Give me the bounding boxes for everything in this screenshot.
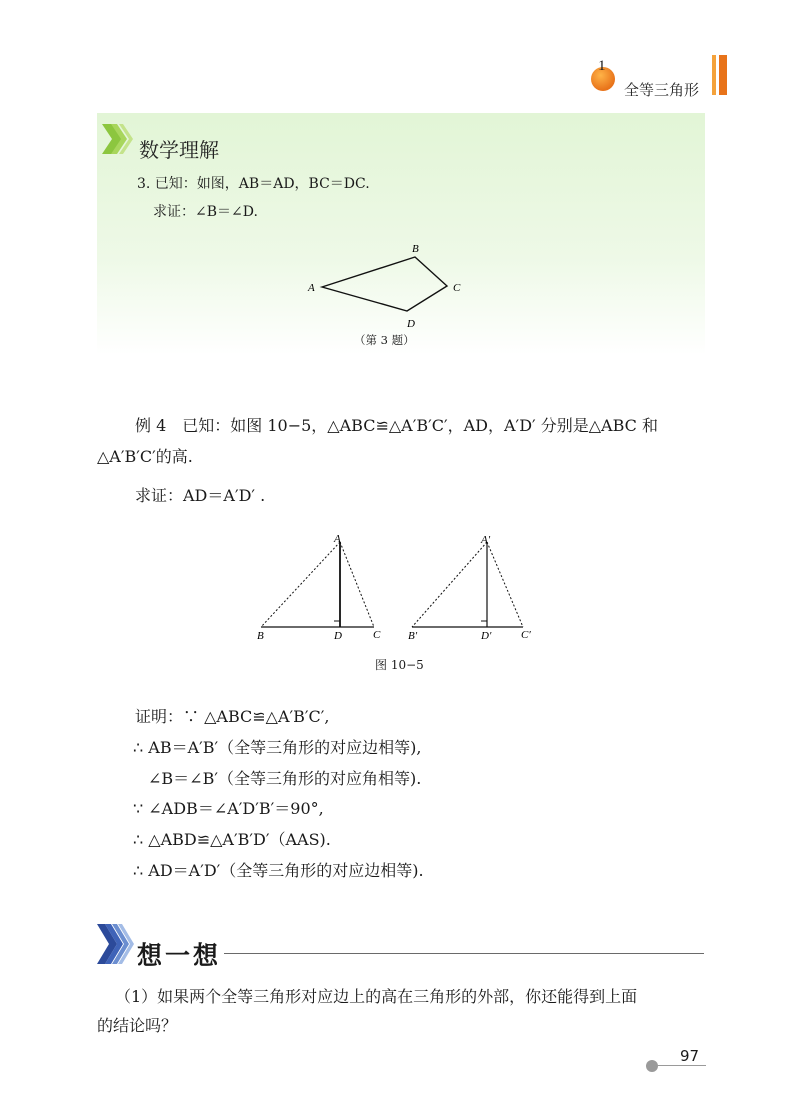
- quadrilateral-abcd: [322, 257, 447, 311]
- think-question-line: （1）如果两个全等三角形对应边上的高在三角形的外部，你还能得到上面: [115, 987, 638, 1006]
- label-c: C: [453, 282, 461, 294]
- label-d: D: [407, 318, 415, 330]
- triangle-a-prime: [408, 534, 531, 642]
- header-bar: [719, 55, 727, 95]
- figure-caption: 图 10−5: [375, 658, 424, 672]
- divider: [658, 1065, 706, 1066]
- example-4-line: △A′B′C′的高.: [97, 447, 193, 466]
- think-title: 想一想: [137, 941, 222, 970]
- label-c-prime: C′: [521, 629, 531, 641]
- proof-line: ∴ AB＝A′B′（全等三角形的对应边相等),: [133, 738, 422, 757]
- label-c: C: [373, 629, 381, 641]
- label-a-prime: A′: [481, 534, 491, 546]
- figure-caption: （第 3 题）: [354, 333, 415, 347]
- blue-chevron-icon: [95, 922, 139, 968]
- triangle-abc: [257, 533, 381, 642]
- label-b-prime: B′: [408, 630, 418, 642]
- header-bar: [712, 55, 716, 95]
- label-d: D: [334, 630, 342, 642]
- page-number: 97: [680, 1047, 700, 1065]
- proof-line: ∠B＝∠B′（全等三角形的对应角相等).: [148, 769, 422, 788]
- figure-10-5: [250, 525, 550, 650]
- question-3-prove: 求证：∠B＝∠D.: [153, 204, 258, 220]
- label-a: A: [334, 533, 341, 545]
- label-b: B: [257, 630, 264, 642]
- label-a: A: [308, 282, 315, 294]
- example-4-prove: 求证：AD＝A′D′ .: [135, 486, 266, 505]
- question-3-given: 3. 已知：如图，AB＝AD，BC＝DC.: [137, 176, 370, 192]
- proof-line: 证明：∵ △ABC≌△A′B′C′,: [135, 707, 330, 726]
- label-b: B: [412, 243, 419, 255]
- chapter-title: 全等三角形: [624, 81, 700, 99]
- page-marker: [646, 1060, 658, 1072]
- chapter-number: 1: [598, 58, 606, 74]
- example-4-line: 例 4 已知：如图 10−5，△ABC≌△A′B′C′，AD，A′D′ 分别是△ABC 和: [135, 416, 658, 435]
- section-title: 数学理解: [139, 138, 219, 162]
- think-question-line: 的结论吗？: [97, 1016, 178, 1035]
- label-d-prime: D′: [481, 630, 492, 642]
- proof-line: ∴ AD＝A′D′（全等三角形的对应边相等).: [133, 861, 424, 880]
- green-chevron-icon: [100, 122, 138, 160]
- proof-line: ∴ △ABD≌△A′B′D′（AAS).: [133, 830, 331, 849]
- divider: [224, 953, 704, 954]
- question-3-figure: [300, 238, 480, 333]
- proof-line: ∵ ∠ADB＝∠A′D′B′＝90°,: [133, 799, 324, 818]
